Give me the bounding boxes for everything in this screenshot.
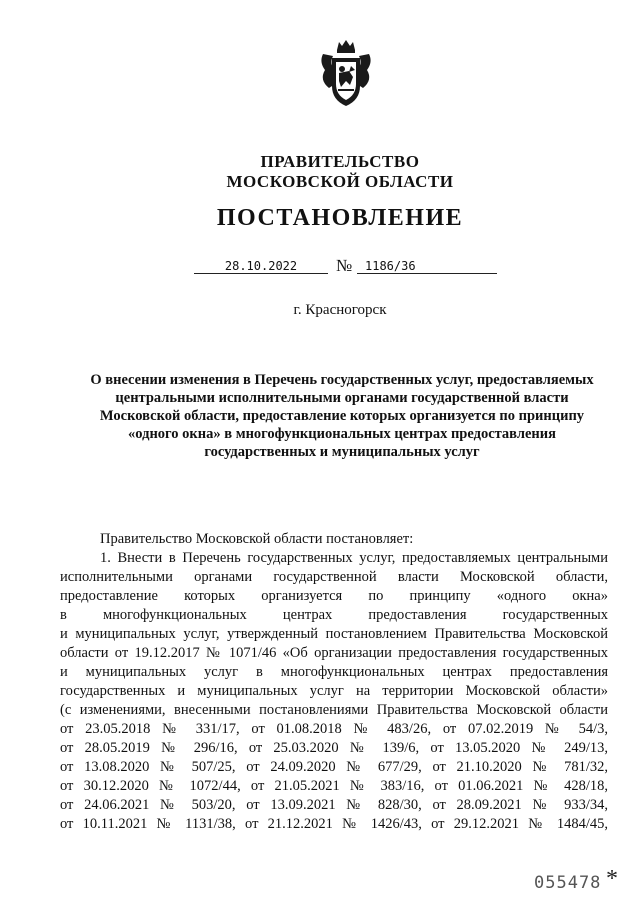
body-line: от 13.08.2020 № 507/25, от 24.09.2020 № 677/29, от 21.10.2020 № 781/32, (60, 759, 608, 775)
title-line: О внесении изменения в Перечень государственных услуг, предоставляемых (90, 372, 594, 388)
title-line: Московской области, предоставление которых организуется по принципу (99, 408, 585, 424)
body-line: предоставление которых организуется по принципу «одного окна» (60, 588, 608, 604)
body-line: (с изменениями, внесенными постановлениями Правительства Московской области (60, 702, 608, 718)
body-line: от 24.06.2021 № 503/20, от 13.09.2021 № 828/30, от 28.09.2021 № 933/34, (60, 797, 608, 813)
body-line: Правительство Московской области постановляет: (100, 531, 414, 547)
star-mark: * (606, 866, 618, 892)
coat-of-arms-icon (317, 38, 375, 112)
body-line: области от 19.12.2017 № 1071/46 «Об организации предоставления государственных (60, 645, 608, 661)
serial-number: 055478 (534, 873, 602, 893)
government-name-line2: МОСКОВСКОЙ ОБЛАСТИ (226, 172, 454, 191)
body-line: от 30.12.2020 № 1072/44, от 21.05.2021 № 383/16, от 01.06.2021 № 428/18, (60, 778, 608, 794)
title-line: центральными исполнительными органами государственной власти (115, 390, 569, 406)
body-line: от 28.05.2019 № 296/16, от 25.03.2020 № 139/6, от 13.05.2020 № 249/13, (60, 740, 608, 756)
body-line: исполнительными органами государственной власти Московской области, (60, 569, 608, 585)
document-date: 28.10.2022 (194, 259, 328, 274)
body-line: и муниципальных услуг, утвержденный постановлением Правительства Московской (60, 626, 608, 642)
document-type: ПОСТАНОВЛЕНИЕ (216, 205, 464, 231)
resolution-title (72, 371, 612, 461)
body-line: 1. Внести в Перечень государственных услуг, предоставляемых центральными (100, 550, 608, 566)
body-line: от 23.05.2018 № 331/17, от 01.08.2018 № 483/26, от 07.02.2019 № 54/3, (60, 721, 608, 737)
city: г. Красногорск (293, 302, 387, 318)
title-line: государственных и муниципальных услуг (204, 444, 480, 460)
body-line: государственных и муниципальных услуг на территории Московской области» (60, 683, 608, 699)
government-name-line1: ПРАВИТЕЛЬСТВО (260, 152, 420, 171)
body-line: в многофункциональных центрах предоставления государственных (60, 607, 608, 623)
body-line: от 10.11.2021 № 1131/38, от 21.12.2021 № 1426/43, от 29.12.2021 № 1484/45, (60, 816, 608, 832)
date-number-line (0, 256, 640, 279)
number-sign: № (336, 256, 353, 275)
title-line: «одного окна» в многофункциональных центрах предоставления (128, 426, 556, 442)
resolution-body (60, 530, 608, 834)
document-number: 1186/36 (357, 259, 497, 274)
body-line: и муниципальных услуг в многофункциональных центрах предоставления (60, 664, 608, 680)
